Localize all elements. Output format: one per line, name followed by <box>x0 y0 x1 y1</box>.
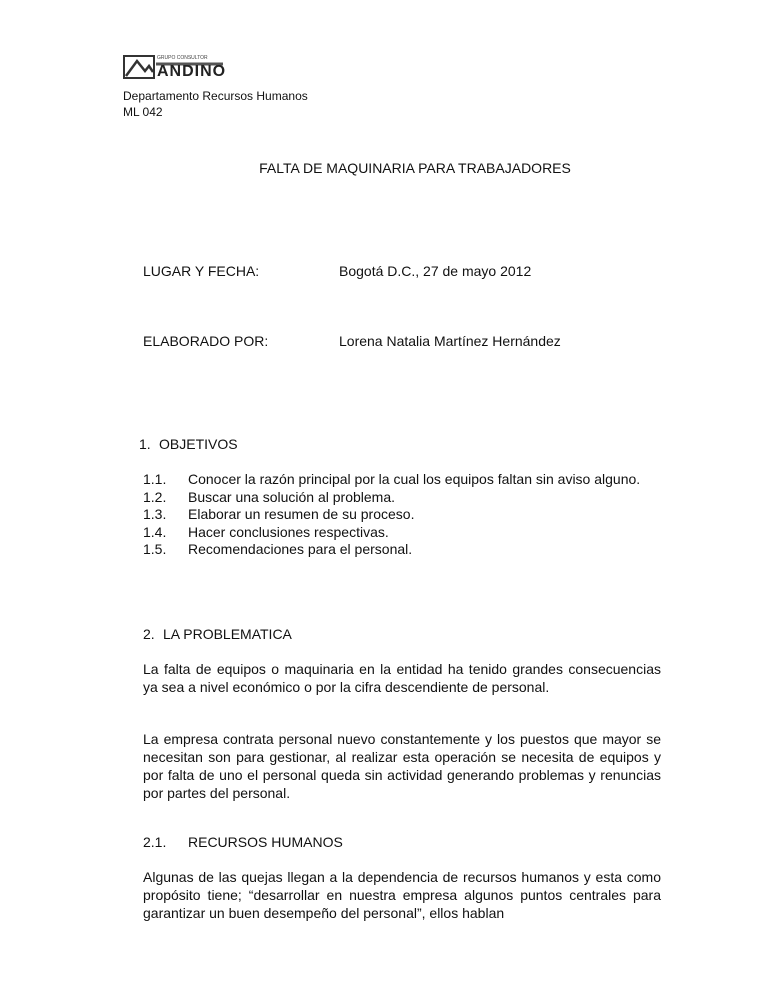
section-1-number: 1. <box>139 436 151 452</box>
section-2-number: 2. <box>143 626 155 642</box>
section-2-title: LA PROBLEMATICA <box>163 626 292 642</box>
author-label: ELABORADO POR: <box>143 333 269 349</box>
list-item-text: Recomendaciones para el personal. <box>188 541 413 557</box>
department-name: Departamento Recursos Humanos <box>123 89 308 103</box>
document-code: ML 042 <box>123 105 163 119</box>
logo-tagline: GRUPO CONSULTOR <box>157 55 208 61</box>
section-2-1-number: 2.1. <box>143 834 167 850</box>
list-item-text: Conocer la razón principal por la cual los equipos faltan sin aviso alguno. <box>188 471 641 487</box>
place-date-label: LUGAR Y FECHA: <box>143 263 260 279</box>
section-2-1-heading <box>143 834 343 850</box>
section-2-1-paragraph: Algunas de las quejas llegan a la dependencia de recursos humanos y esta como propósito tiene; “desarrollar en nuestra empresa algunos puntos centrales para garantizar un buen desempeño del personal”, ellos hablan <box>143 869 661 921</box>
document-title: FALTA DE MAQUINARIA PARA TRABAJADORES <box>259 160 571 176</box>
company-logo <box>123 53 233 81</box>
list-item-number: 1.5. <box>143 541 167 557</box>
list-item-number: 1.2. <box>143 488 167 505</box>
author-value: Lorena Natalia Martínez Hernández <box>339 333 561 349</box>
section-2-paragraph-1: La falta de equipos o maquinaria en la entidad ha tenido grandes consecuencias ya sea a nivel económico o por la cifra descendiente de personal. <box>143 661 661 695</box>
list-item-text: Hacer conclusiones respectivas. <box>188 523 389 540</box>
section-2-paragraph-2: La empresa contrata personal nuevo constantemente y los puestos que mayor se necesitan son para gestionar, al realizar esta operación se necesita de equipos y por falta de uno el personal queda sin actividad generando problemas y renuncias por partes del personal. <box>143 731 661 801</box>
section-1-title: OBJETIVOS <box>159 436 238 452</box>
list-item <box>143 506 661 524</box>
list-item <box>143 489 661 507</box>
place-date-value: Bogotá D.C., 27 de mayo 2012 <box>339 263 532 279</box>
section-1-heading <box>139 436 238 452</box>
list-item-text: Elaborar un resumen de su proceso. <box>188 506 415 522</box>
list-item <box>143 541 661 559</box>
list-item-number: 1.1. <box>143 471 167 487</box>
section-2-heading <box>143 626 292 642</box>
list-item <box>143 471 661 489</box>
list-item-text: Buscar una solución al problema. <box>188 488 396 505</box>
list-item-number: 1.4. <box>143 523 167 540</box>
list-item-number: 1.3. <box>143 506 167 522</box>
section-2-1-title: RECURSOS HUMANOS <box>188 834 343 850</box>
logo-brand: ANDINO <box>157 63 227 80</box>
list-item <box>143 524 661 542</box>
objectives-list <box>143 471 661 559</box>
